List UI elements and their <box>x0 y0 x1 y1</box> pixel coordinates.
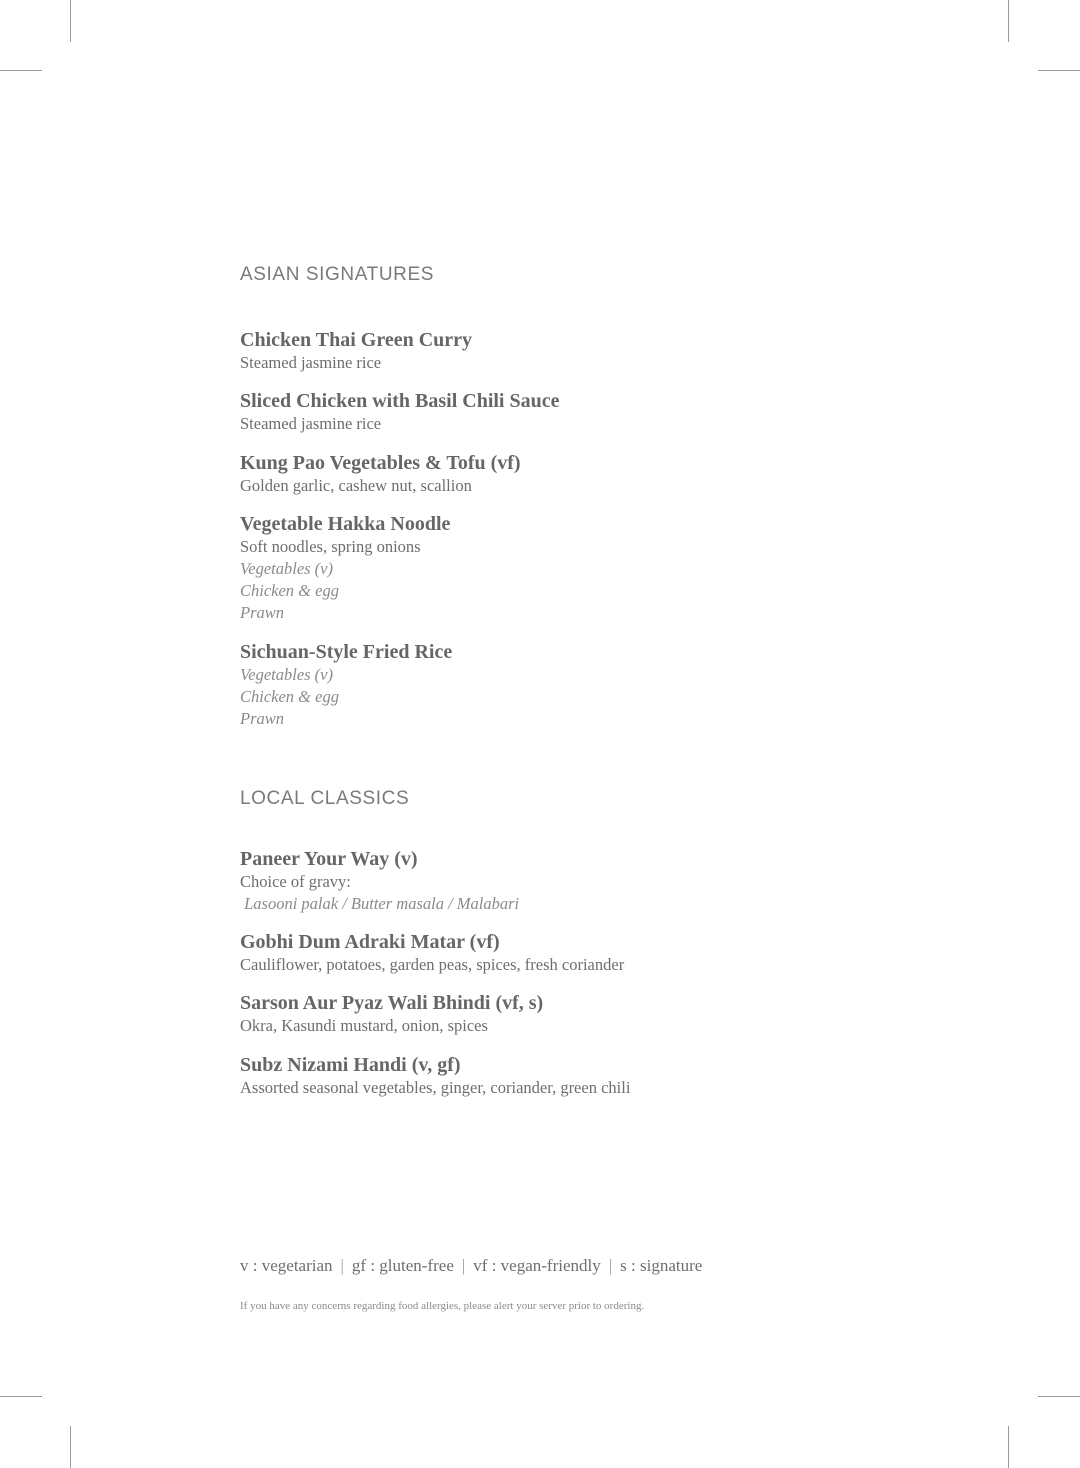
crop-mark <box>1038 70 1080 71</box>
legend-item: vf : vegan-friendly <box>473 1256 601 1275</box>
crop-mark <box>0 1396 42 1397</box>
dietary-legend <box>240 1256 702 1276</box>
menu-item-name: Sarson Aur Pyaz Wali Bhindi (vf, s) <box>240 992 544 1014</box>
menu-item-description: Cauliflower, potatoes, garden peas, spices, fresh coriander <box>240 955 625 974</box>
menu-item-name: Subz Nizami Handi (v, gf) <box>240 1054 461 1076</box>
menu-item-description: Assorted seasonal vegetables, ginger, coriander, green chili <box>240 1078 631 1097</box>
legend-item: gf : gluten-free <box>351 1256 454 1275</box>
menu-item-name: Sliced Chicken with Basil Chili Sauce <box>240 390 560 412</box>
menu-item <box>240 328 800 374</box>
legend-separator: | <box>608 1256 613 1275</box>
menu-item-option: Chicken & egg <box>240 687 339 706</box>
menu-item-description: Okra, Kasundi mustard, onion, spices <box>240 1016 488 1035</box>
menu-item <box>240 1053 800 1099</box>
menu-item <box>240 640 800 730</box>
crop-mark <box>70 1426 71 1468</box>
menu-item-option: Prawn <box>240 603 285 622</box>
menu-item-description: Choice of gravy: <box>240 872 351 891</box>
crop-mark <box>1038 1396 1080 1397</box>
menu-item <box>240 991 800 1037</box>
crop-mark <box>1008 1426 1009 1468</box>
legend-separator: | <box>461 1256 466 1275</box>
menu-item-name: Chicken Thai Green Curry <box>240 329 473 351</box>
menu-item-name: Gobhi Dum Adraki Matar (vf) <box>240 931 500 953</box>
menu-item <box>240 512 800 624</box>
menu-item-description: Golden garlic, cashew nut, scallion <box>240 476 472 495</box>
menu-item-name: Paneer Your Way (v) <box>240 848 418 870</box>
menu-item-description: Steamed jasmine rice <box>240 414 382 433</box>
menu-item-option: Vegetables (v) <box>240 559 333 578</box>
crop-mark <box>0 70 42 71</box>
crop-mark <box>1008 0 1009 42</box>
menu-item <box>240 930 800 976</box>
menu-item-description: Soft noodles, spring onions <box>240 537 421 556</box>
menu-item-description: Steamed jasmine rice <box>240 353 382 372</box>
section-title-asian-signatures: ASIAN SIGNATURES <box>240 264 435 285</box>
menu-item-option: Prawn <box>240 709 285 728</box>
menu-item <box>240 847 800 915</box>
legend-item: v : vegetarian <box>240 1256 333 1275</box>
menu-item-name: Kung Pao Vegetables & Tofu (vf) <box>240 452 521 474</box>
legend-separator: | <box>340 1256 344 1275</box>
section-title-local-classics: LOCAL CLASSICS <box>240 788 410 809</box>
menu-item-name: Sichuan-Style Fried Rice <box>240 641 453 663</box>
menu-item-name: Vegetable Hakka Noodle <box>240 513 451 535</box>
menu-item-option: Lasooni palak / Butter masala / Malabari <box>240 894 520 913</box>
menu-item <box>240 451 800 497</box>
menu-item <box>240 389 800 435</box>
crop-mark <box>70 0 71 42</box>
allergy-note: If you have any concerns regarding food allergies, please alert your server prior to ordering. <box>240 1300 645 1312</box>
menu-item-option: Chicken & egg <box>240 581 339 600</box>
legend-item: s : signature <box>620 1256 703 1275</box>
menu-item-option: Vegetables (v) <box>240 665 333 684</box>
